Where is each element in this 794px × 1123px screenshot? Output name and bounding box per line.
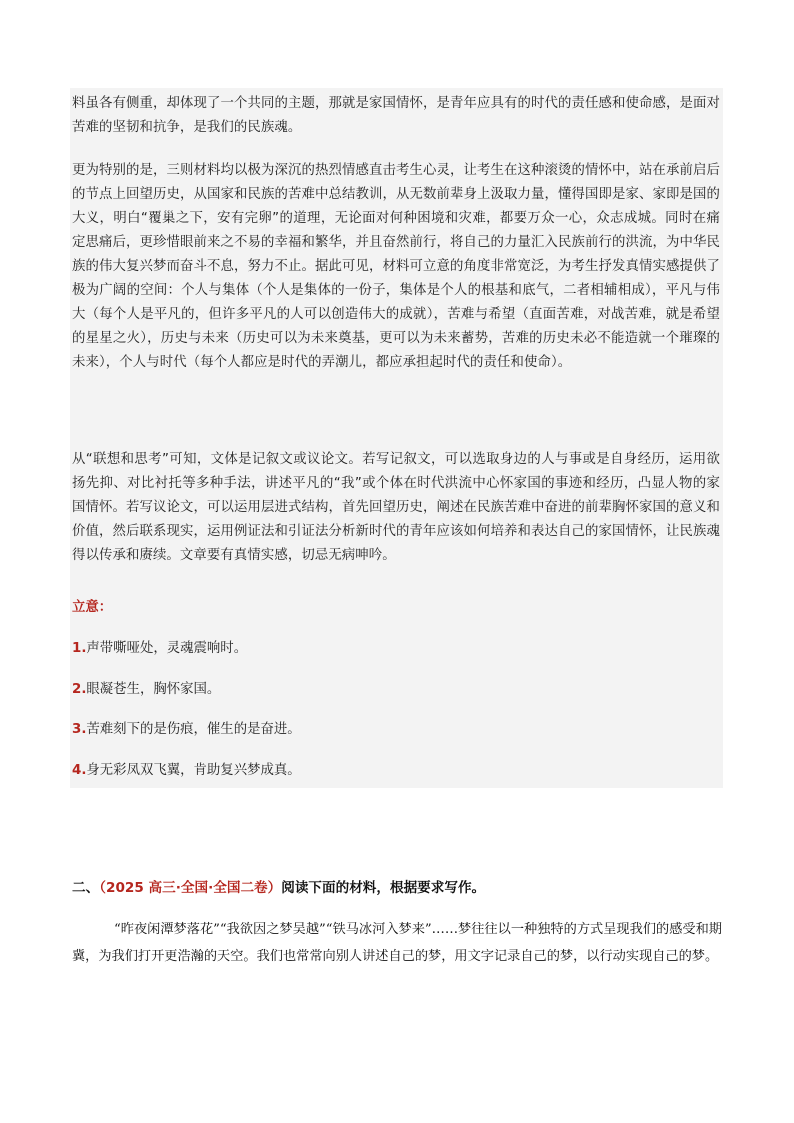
analysis-paragraph-3: 从“联想和思考”可知，文体是记叙文或议论文。若写记叙文，可以选取身边的人与事或是自身经历，运用欲扬先抑、对比衬托等多种手法，讲述平凡的“我”或个体在时代洪流中心怀家国的事迹和经历，凸显人物的家国情怀。若写议论文，可以运用层进式结构，首先回望历史，阐述在民族苦难中奋进的前辈胸怀家国的意义和价值，然后联系现实，运用例证法和引证法分析新时代的青年应该如何培养和表达自己的家国情怀，让民族魂得以传承和赓续。文章要有真情实感，切忌无病呻吟。: [72, 452, 720, 563]
liyi-item-number: 2.: [72, 682, 87, 697]
liyi-item-number: 3.: [72, 722, 87, 737]
liyi-item-text: 声带嘶哑处，灵魂震响时。: [86, 641, 248, 656]
question-2-material: “昨夜闲潭梦落花”“我欲因之梦吴越”“铁马冰河入梦来”……梦往往以一种独特的方式呈现我们的感受和期冀，为我们打开更浩瀚的天空。我们也常常向别人讲述自己的梦，用文字记录自己的梦，以行动实现自己的梦。: [72, 922, 722, 964]
question-2-prefix: 二、: [72, 880, 100, 896]
analysis-paragraph-2: 更为特别的是，三则材料均以极为深沉的热烈情感直击考生心灵，让考生在这种滚烫的情怀中，站在承前启后的节点上回望历史，从国家和民族的苦难中总结教训，从无数前辈身上汲取力量，懂得国即是家、家即是国的大义，明白“覆巢之下，安有完卵”的道理，无论面对何种困境和灾难，都要万众一心，众志成城。同时在痛定思痛后，更珍惜眼前来之不易的幸福和繁华，并且奋然前行，将自己的力量汇入民族前行的洪流，为中华民族的伟大复兴梦而奋斗不息，努力不止。据此可见，材料可立意的角度非常宽泛，为考生抒发真情实感提供了极为广阔的空间：个人与集体（个人是集体的一份子，集体是个人的根基和底气，二者相辅相成），平凡与伟大（每个人是平凡的，但许多平凡的人可以创造伟大的成就），苦难与希望（直面苦难，对战苦难，就是希望的星星之火），历史与未来（历史可以为未来奠基，更可以为未来蓄势，苦难的历史未必不能造就一个璀璨的未来），个人与时代（每个人都应是时代的弄潮儿，都应承担起时代的责任和使命）。: [72, 163, 720, 370]
liyi-item-3: [72, 718, 301, 742]
liyi-label: 立意：: [72, 600, 113, 615]
question-2-instruction: 阅读下面的材料，根据要求写作。: [281, 880, 486, 896]
liyi-item-1: [72, 637, 247, 661]
analysis-paragraph-1: 料虽各有侧重，却体现了一个共同的主题，那就是家国情怀，是青年应具有的时代的责任感和使命感，是面对苦难的坚韧和抗争，是我们的民族魂。: [72, 96, 720, 135]
liyi-item-number: 1.: [72, 641, 87, 656]
liyi-item-4: [72, 759, 301, 783]
liyi-item-text: 苦难刻下的是伤痕，催生的是奋进。: [86, 722, 301, 737]
question-2-heading: [72, 876, 485, 900]
liyi-item-2: [72, 678, 220, 702]
liyi-item-number: 4.: [72, 763, 87, 778]
liyi-item-text: 眼凝苍生，胸怀家国。: [86, 682, 221, 697]
liyi-item-text: 身无彩凤双飞翼，肯助复兴梦成真。: [86, 763, 301, 778]
question-2-source: （2025 高三·全国·全国二卷）: [99, 880, 282, 896]
